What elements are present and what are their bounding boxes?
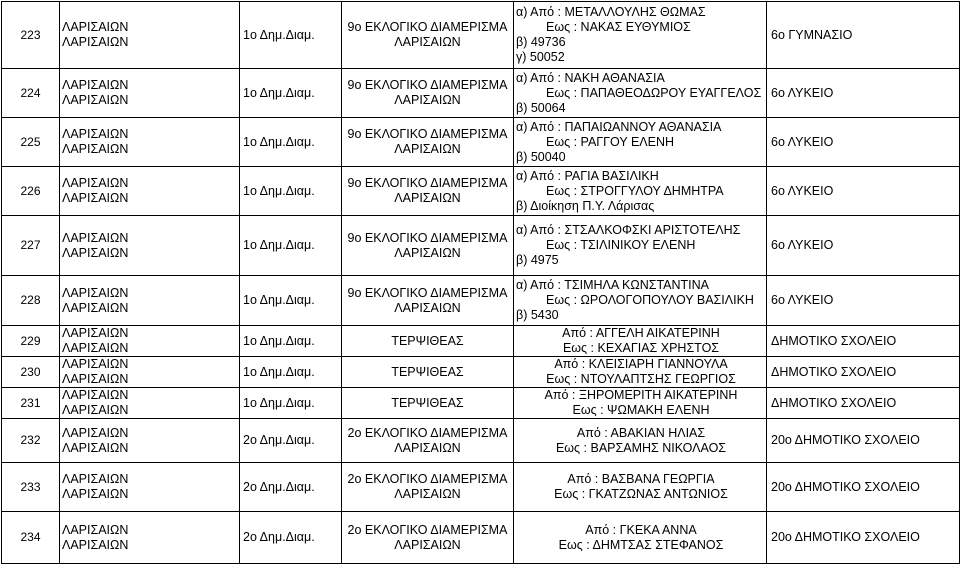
municipal-district: 1ο Δημ.Διαμ. xyxy=(243,238,315,252)
polling-school-cell xyxy=(767,512,960,564)
voter-range-line: α) Από : ΤΣΙΜΗΛΑ ΚΩΝΣΤΑΝΤΙΝΑ xyxy=(516,278,710,292)
municipal-district: 1ο Δημ.Διαμ. xyxy=(243,293,315,307)
voter-range-cell xyxy=(514,216,767,276)
voter-range-line: Από : ΑΓΓΕΛΗ ΑΙΚΑΤΕΡΙΝΗ xyxy=(562,326,720,340)
municipal-district: 1ο Δημ.Διαμ. xyxy=(243,134,315,149)
municipality-name: ΛΑΡΙΣΑΙΩΝ xyxy=(62,472,129,486)
municipality-name: ΛΑΡΙΣΑΙΩΝ xyxy=(62,326,129,340)
municipality-name: ΛΑΡΙΣΑΙΩΝ xyxy=(62,20,129,34)
department-cell xyxy=(342,69,514,118)
electoral-department: 9ο ΕΚΛΟΓΙΚΟ ΔΙΑΜΕΡΙΣΜΑ xyxy=(347,20,508,34)
municipality-cell xyxy=(60,388,240,419)
polling-school-cell xyxy=(767,357,960,388)
department-cell xyxy=(342,276,514,326)
electoral-department: ΤΕΡΨΙΘΕΑΣ xyxy=(391,395,464,410)
voter-range-line: α) Από : ΣΤΣΑΛΚΟΦΣΚΙ ΑΡΙΣΤΟΤΕΛΗΣ xyxy=(516,223,741,237)
voter-range-cell xyxy=(514,276,767,326)
polling-school-cell xyxy=(767,419,960,463)
department-cell xyxy=(342,512,514,564)
voter-range-cell xyxy=(514,419,767,463)
voter-range-line: Εως : ΓΚΑΤΖΩΝΑΣ ΑΝΤΩΝΙΟΣ xyxy=(554,487,728,501)
municipality-name: ΛΑΡΙΣΑΙΩΝ xyxy=(62,300,129,315)
municipality-cell xyxy=(60,419,240,463)
electoral-department-area: ΛΑΡΙΣΑΙΩΝ xyxy=(394,440,461,455)
polling-school: 6ο ΛΥΚΕΙΟ xyxy=(771,134,834,149)
voter-range-line: α) Από : ΜΕΤΑΛΛΟΥΛΗΣ ΘΩΜΑΣ xyxy=(516,5,706,19)
table-row xyxy=(2,419,960,463)
row-number-cell xyxy=(2,326,60,357)
voter-range-line: Εως : ΨΩΜΑΚΗ ΕΛΕΝΗ xyxy=(572,403,710,417)
district-cell xyxy=(240,69,342,118)
table-body xyxy=(2,2,960,564)
polling-school-cell xyxy=(767,388,960,419)
voter-range-cell xyxy=(514,463,767,512)
district-cell xyxy=(240,167,342,216)
electoral-department: 9ο ΕΚΛΟΓΙΚΟ ΔΙΑΜΕΡΙΣΜΑ xyxy=(347,285,508,300)
table-row xyxy=(2,118,960,167)
polling-school: ΔΗΜΟΤΙΚΟ ΣΧΟΛΕΙΟ xyxy=(771,333,897,348)
polling-school-cell xyxy=(767,167,960,216)
municipality-name: ΛΑΡΙΣΑΙΩΝ xyxy=(62,176,129,190)
row-number-cell xyxy=(2,357,60,388)
polling-school: ΔΗΜΟΤΙΚΟ ΣΧΟΛΕΙΟ xyxy=(771,364,897,379)
voter-range-line: Από : ΚΛΕΙΣΙΑΡΗ ΓΙΑΝΝΟΥΛΑ xyxy=(554,357,728,371)
municipality-name: ΛΑΡΙΣΑΙΩΝ xyxy=(62,341,129,355)
voter-range-line: Εως : ΝΤΟΥΛΑΠΤΣΗΣ ΓΕΩΡΓΙΟΣ xyxy=(546,372,736,386)
voter-range-line: Εως : ΠΑΠΑΘΕΟΔΩΡΟΥ ΕΥΑΓΓΕΛΟΣ xyxy=(546,85,762,100)
department-cell xyxy=(342,388,514,419)
electoral-department: 2ο ΕΚΛΟΓΙΚΟ ΔΙΑΜΕΡΙΣΜΑ xyxy=(347,472,508,486)
electoral-department: 2ο ΕΚΛΟΓΙΚΟ ΔΙΑΜΕΡΙΣΜΑ xyxy=(347,425,508,440)
municipality-cell xyxy=(60,463,240,512)
municipality-name: ΛΑΡΙΣΑΙΩΝ xyxy=(62,78,129,92)
row-number: 223 xyxy=(20,27,41,42)
table-row xyxy=(2,388,960,419)
table-row xyxy=(2,2,960,69)
municipality-cell xyxy=(60,167,240,216)
district-cell xyxy=(240,276,342,326)
polling-school-cell xyxy=(767,118,960,167)
row-number: 231 xyxy=(20,395,41,410)
polling-school: 20ο ΔΗΜΟΤΙΚΟ ΣΧΟΛΕΙΟ xyxy=(771,530,920,544)
department-cell xyxy=(342,167,514,216)
table-row xyxy=(2,463,960,512)
row-number-cell xyxy=(2,69,60,118)
electoral-department: 9ο ΕΚΛΟΓΙΚΟ ΔΙΑΜΕΡΙΣΜΑ xyxy=(347,176,508,190)
voter-range-line: α) Από : ΠΑΠΑΙΩΑΝΝΟΥ ΑΘΑΝΑΣΙΑ xyxy=(516,119,722,134)
voter-range-line: β) 49736 xyxy=(516,35,566,49)
row-number: 225 xyxy=(20,134,41,149)
department-cell xyxy=(342,419,514,463)
row-number: 226 xyxy=(20,183,41,198)
municipal-district: 2ο Δημ.Διαμ. xyxy=(243,479,315,494)
electoral-department: 9ο ΕΚΛΟΓΙΚΟ ΔΙΑΜΕΡΙΣΜΑ xyxy=(347,230,508,245)
row-number: 229 xyxy=(20,333,41,348)
municipality-name: ΛΑΡΙΣΑΙΩΝ xyxy=(62,537,129,552)
voter-range-line: Εως : ΝΑΚΑΣ ΕΥΘΥΜΙΟΣ xyxy=(546,20,691,34)
municipality-name: ΛΑΡΙΣΑΙΩΝ xyxy=(62,285,129,300)
voter-range-line: Εως : ΡΑΓΓΟΥ ΕΛΕΝΗ xyxy=(546,134,675,149)
department-cell xyxy=(342,463,514,512)
municipality-cell xyxy=(60,216,240,276)
municipality-name: ΛΑΡΙΣΑΙΩΝ xyxy=(62,127,129,141)
municipal-district: 1ο Δημ.Διαμ. xyxy=(243,85,315,100)
voter-range-line: Από : ΑΒΑΚΙΑΝ ΗΛΙΑΣ xyxy=(576,425,706,440)
voter-range-line: Από : ΓΚΕΚΑ ΑΝΝΑ xyxy=(585,522,697,537)
municipality-cell xyxy=(60,118,240,167)
row-number-cell xyxy=(2,216,60,276)
voter-range-cell xyxy=(514,69,767,118)
row-number: 230 xyxy=(20,364,41,379)
polling-school: 6ο ΛΥΚΕΙΟ xyxy=(771,238,834,252)
polling-school: 20ο ΔΗΜΟΤΙΚΟ ΣΧΟΛΕΙΟ xyxy=(771,433,920,447)
municipality-name: ΛΑΡΙΣΑΙΩΝ xyxy=(62,522,129,537)
table-row xyxy=(2,216,960,276)
table-row xyxy=(2,326,960,357)
polling-school-cell xyxy=(767,69,960,118)
voter-range-cell xyxy=(514,512,767,564)
electoral-department-area: ΛΑΡΙΣΑΙΩΝ xyxy=(394,245,461,260)
municipal-district: 1ο Δημ.Διαμ. xyxy=(243,364,315,379)
electoral-department: ΤΕΡΨΙΘΕΑΣ xyxy=(391,333,464,348)
table-row xyxy=(2,167,960,216)
electoral-department: 9ο ΕΚΛΟΓΙΚΟ ΔΙΑΜΕΡΙΣΜΑ xyxy=(347,78,508,92)
table-row xyxy=(2,357,960,388)
voter-range-line: β) 4975 xyxy=(516,253,559,267)
municipality-name: ΛΑΡΙΣΑΙΩΝ xyxy=(62,357,129,371)
municipality-name: ΛΑΡΙΣΑΙΩΝ xyxy=(62,245,129,260)
electoral-department-area: ΛΑΡΙΣΑΙΩΝ xyxy=(394,93,461,107)
district-cell xyxy=(240,388,342,419)
municipality-name: ΛΑΡΙΣΑΙΩΝ xyxy=(62,425,129,440)
municipality-cell xyxy=(60,512,240,564)
municipality-name: ΛΑΡΙΣΑΙΩΝ xyxy=(62,35,129,49)
voter-range-line: α) Από : ΡΑΓΙΑ ΒΑΣΙΛΙΚΗ xyxy=(516,168,659,183)
voter-range-line: γ) 50052 xyxy=(516,50,565,64)
row-number-cell xyxy=(2,2,60,69)
voter-range-line: Από : ΞΗΡΟΜΕΡΙΤΗ ΑΙΚΑΤΕΡΙΝΗ xyxy=(544,388,738,402)
electoral-department-area: ΛΑΡΙΣΑΙΩΝ xyxy=(394,191,461,205)
electoral-department: 9ο ΕΚΛΟΓΙΚΟ ΔΙΑΜΕΡΙΣΜΑ xyxy=(347,127,508,141)
voter-range-line: Εως : ΣΤΡΟΓΓΥΛΟΥ ΔΗΜΗΤΡΑ xyxy=(546,183,724,198)
district-cell xyxy=(240,216,342,276)
district-cell xyxy=(240,2,342,69)
municipality-name: ΛΑΡΙΣΑΙΩΝ xyxy=(62,487,129,501)
department-cell xyxy=(342,216,514,276)
district-cell xyxy=(240,118,342,167)
polling-school-cell xyxy=(767,2,960,69)
municipal-district: 1ο Δημ.Διαμ. xyxy=(243,27,315,42)
voter-range-cell xyxy=(514,2,767,69)
row-number-cell xyxy=(2,167,60,216)
department-cell xyxy=(342,326,514,357)
electoral-department: 2ο ΕΚΛΟΓΙΚΟ ΔΙΑΜΕΡΙΣΜΑ xyxy=(347,522,508,537)
row-number-cell xyxy=(2,419,60,463)
polling-school: 6ο ΛΥΚΕΙΟ xyxy=(771,293,834,307)
voter-range-cell xyxy=(514,118,767,167)
voter-range-cell xyxy=(514,326,767,357)
row-number-cell xyxy=(2,276,60,326)
row-number-cell xyxy=(2,463,60,512)
voter-range-line: Εως : ΔΗΜΤΣΑΣ ΣΤΕΦΑΝΟΣ xyxy=(558,537,724,552)
municipality-name: ΛΑΡΙΣΑΙΩΝ xyxy=(62,230,129,245)
row-number: 227 xyxy=(20,238,41,252)
polling-school-cell xyxy=(767,463,960,512)
municipality-name: ΛΑΡΙΣΑΙΩΝ xyxy=(62,191,129,205)
row-number: 233 xyxy=(20,479,41,494)
polling-school: 6ο ΛΥΚΕΙΟ xyxy=(771,183,834,198)
municipality-name: ΛΑΡΙΣΑΙΩΝ xyxy=(62,142,129,156)
electoral-department-area: ΛΑΡΙΣΑΙΩΝ xyxy=(394,537,461,552)
municipal-district: 1ο Δημ.Διαμ. xyxy=(243,183,315,198)
municipality-name: ΛΑΡΙΣΑΙΩΝ xyxy=(62,372,129,386)
voter-range-line: β) 50064 xyxy=(516,100,566,115)
municipality-cell xyxy=(60,357,240,388)
polling-school: 6ο ΛΥΚΕΙΟ xyxy=(771,85,834,100)
municipality-cell xyxy=(60,326,240,357)
voter-range-line: Εως : ΚΕΧΑΓΙΑΣ ΧΡΗΣΤΟΣ xyxy=(562,341,720,355)
electoral-department-area: ΛΑΡΙΣΑΙΩΝ xyxy=(394,142,461,156)
electoral-department-area: ΛΑΡΙΣΑΙΩΝ xyxy=(394,35,461,49)
row-number: 234 xyxy=(20,530,41,544)
voter-range-line: Από : ΒΑΣΒΑΝΑ ΓΕΩΡΓΙΑ xyxy=(567,472,715,486)
polling-school-cell xyxy=(767,276,960,326)
municipality-name: ΛΑΡΙΣΑΙΩΝ xyxy=(62,403,129,417)
voter-range-line: β) 5430 xyxy=(516,308,559,322)
voter-range-line: β) Διοίκηση Π.Υ. Λάρισας xyxy=(516,198,655,213)
voter-range-line: Εως : ΤΣΙΛΙΝΙΚΟΥ ΕΛΕΝΗ xyxy=(546,238,696,252)
department-cell xyxy=(342,357,514,388)
row-number-cell xyxy=(2,118,60,167)
voter-range-line: β) 50040 xyxy=(516,149,566,164)
table-row xyxy=(2,276,960,326)
polling-school-cell xyxy=(767,326,960,357)
department-cell xyxy=(342,118,514,167)
voter-range-line: Εως : ΩΡΟΛΟΓΟΠΟΥΛΟΥ ΒΑΣΙΛΙΚΗ xyxy=(546,293,754,307)
municipality-cell xyxy=(60,276,240,326)
municipality-cell xyxy=(60,69,240,118)
municipal-district: 1ο Δημ.Διαμ. xyxy=(243,395,315,410)
district-cell xyxy=(240,512,342,564)
electoral-department-area: ΛΑΡΙΣΑΙΩΝ xyxy=(394,487,461,501)
polling-school: ΔΗΜΟΤΙΚΟ ΣΧΟΛΕΙΟ xyxy=(771,395,897,410)
municipal-district: 1ο Δημ.Διαμ. xyxy=(243,333,315,348)
row-number: 224 xyxy=(20,85,41,100)
row-number: 228 xyxy=(20,293,41,307)
voter-range-cell xyxy=(514,357,767,388)
municipal-district: 2ο Δημ.Διαμ. xyxy=(243,530,315,544)
electoral-department-area: ΛΑΡΙΣΑΙΩΝ xyxy=(394,300,461,315)
municipality-name: ΛΑΡΙΣΑΙΩΝ xyxy=(62,440,129,455)
polling-stations-table xyxy=(1,1,960,564)
row-number: 232 xyxy=(20,433,41,447)
polling-school: 6ο ΓΥΜΝΑΣΙΟ xyxy=(771,27,853,42)
voter-range-line: Εως : ΒΑΡΣΑΜΗΣ ΝΙΚΟΛΑΟΣ xyxy=(555,440,727,455)
district-cell xyxy=(240,463,342,512)
row-number-cell xyxy=(2,388,60,419)
electoral-department: ΤΕΡΨΙΘΕΑΣ xyxy=(391,364,464,379)
row-number-cell xyxy=(2,512,60,564)
department-cell xyxy=(342,2,514,69)
table-row xyxy=(2,512,960,564)
district-cell xyxy=(240,326,342,357)
municipality-cell xyxy=(60,2,240,69)
table-row xyxy=(2,69,960,118)
municipality-name: ΛΑΡΙΣΑΙΩΝ xyxy=(62,388,129,402)
district-cell xyxy=(240,419,342,463)
voter-range-line: α) Από : ΝΑΚΗ ΑΘΑΝΑΣΙΑ xyxy=(516,70,665,85)
municipality-name: ΛΑΡΙΣΑΙΩΝ xyxy=(62,93,129,107)
district-cell xyxy=(240,357,342,388)
voter-range-cell xyxy=(514,167,767,216)
voter-range-cell xyxy=(514,388,767,419)
polling-school: 20ο ΔΗΜΟΤΙΚΟ ΣΧΟΛΕΙΟ xyxy=(771,479,920,494)
municipal-district: 2ο Δημ.Διαμ. xyxy=(243,433,315,447)
polling-school-cell xyxy=(767,216,960,276)
